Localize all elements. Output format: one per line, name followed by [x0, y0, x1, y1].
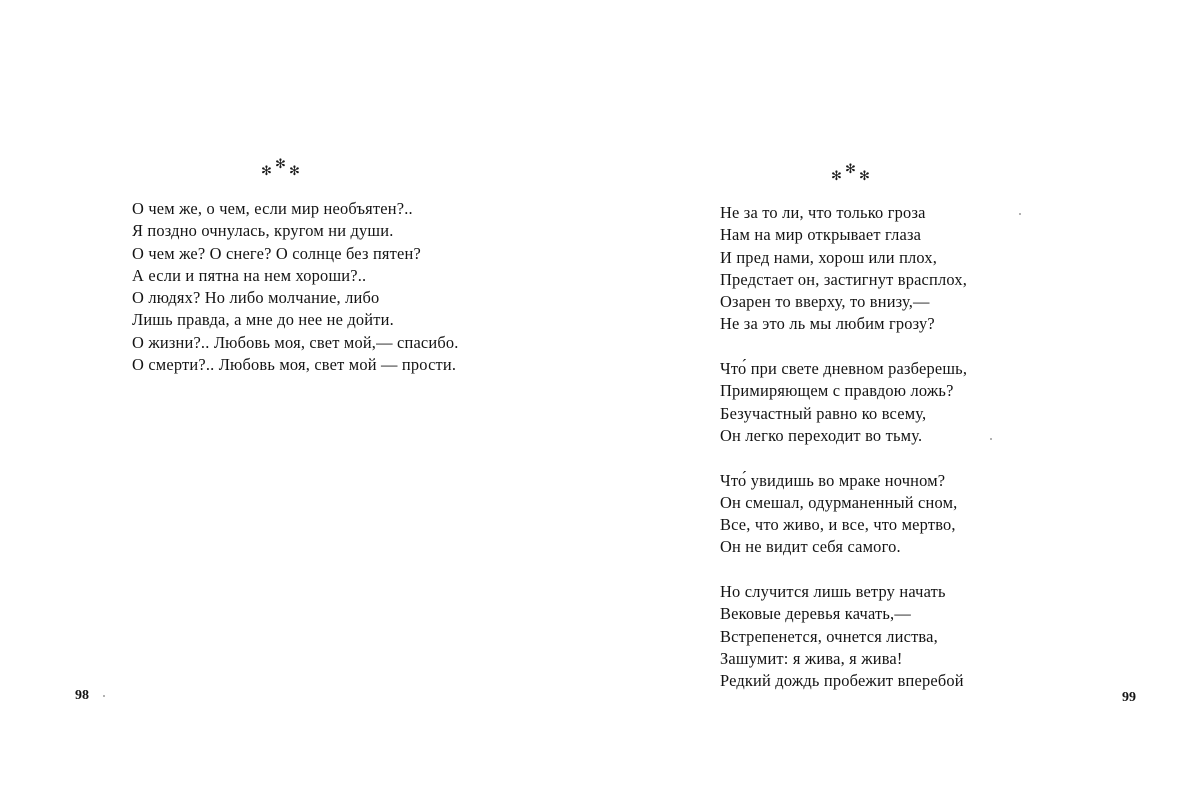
- stanza: [720, 470, 967, 559]
- poem-line: Зашумит: я жива, я жива!: [720, 648, 903, 668]
- poem-line: О чем же, о чем, если мир необъятен?..: [132, 199, 413, 218]
- poem-line: Лишь правда, а мне до нее не дойти.: [132, 310, 394, 330]
- asterism-ornament: [261, 157, 307, 179]
- poem-line: Безучастный равно ко всему,: [720, 403, 927, 423]
- poem-line: Что́ увидишь во мраке ночном?: [720, 470, 946, 490]
- poem-line: Нам на мир открывает глаза: [720, 225, 922, 245]
- stanza: [720, 202, 967, 336]
- poem-text: [132, 198, 459, 376]
- poem-line: Предстает он, застигнут врасплох,: [720, 269, 968, 289]
- poem-line: Вековые деревья качать,—: [720, 604, 911, 624]
- poem-line: О жизни?.. Любовь моя, свет мой,— спасибо.: [132, 332, 459, 352]
- asterism-ornament: [831, 162, 877, 184]
- poem-line: А если и пятна на нем хороши?..: [132, 265, 367, 285]
- stanza: [720, 358, 967, 447]
- poem-line: Все, что живо, и все, что мертво,: [720, 515, 956, 535]
- poem-line: Встрепенется, очнется листва,: [720, 626, 938, 646]
- poem-line: Не за это ль мы любим грозу?: [720, 314, 935, 334]
- poem-text: [720, 202, 967, 693]
- poem-line: Озарен то вверху, то внизу,—: [720, 292, 930, 312]
- print-speck: [103, 695, 105, 697]
- left-page: [0, 0, 598, 800]
- print-speck: [990, 438, 992, 440]
- star-icon: ✻: [261, 163, 272, 178]
- poem-line: О смерти?.. Любовь моя, свет мой — прости.: [132, 355, 457, 375]
- poem-line: О людях? Но либо молчание, либо: [132, 288, 380, 308]
- stanza: [720, 581, 967, 692]
- poem-line: Примиряющем с правдою ложь?: [720, 381, 954, 401]
- page-number: 98: [75, 688, 89, 703]
- star-icon: ✻: [859, 168, 870, 183]
- poem-line: Он не видит себя самого.: [720, 537, 901, 557]
- poem-line: О чем же? О снеге? О солнце без пятен?: [132, 243, 421, 263]
- stanza: [132, 198, 459, 376]
- poem-line: Редкий дождь пробежит вперебой: [720, 671, 964, 691]
- star-icon: ✻: [289, 163, 300, 178]
- print-speck: [1019, 213, 1021, 215]
- star-icon: ✻: [831, 168, 842, 183]
- right-page: [598, 0, 1197, 800]
- poem-line: И пред нами, хорош или плох,: [720, 247, 938, 267]
- poem-line: Он смешал, одурманенный сном,: [720, 492, 958, 512]
- poem-line: Он легко переходит во тьму.: [720, 425, 923, 445]
- poem-line: Не за то ли, что только гроза: [720, 203, 926, 222]
- star-icon: ✻: [845, 161, 856, 176]
- page-number: 99: [1122, 690, 1136, 705]
- poem-line: Я поздно очнулась, кругом ни души.: [132, 221, 394, 241]
- poem-line: Что́ при свете дневном разберешь,: [720, 359, 968, 379]
- poem-line: Но случится лишь ветру начать: [720, 582, 946, 602]
- star-icon: ✻: [275, 156, 286, 171]
